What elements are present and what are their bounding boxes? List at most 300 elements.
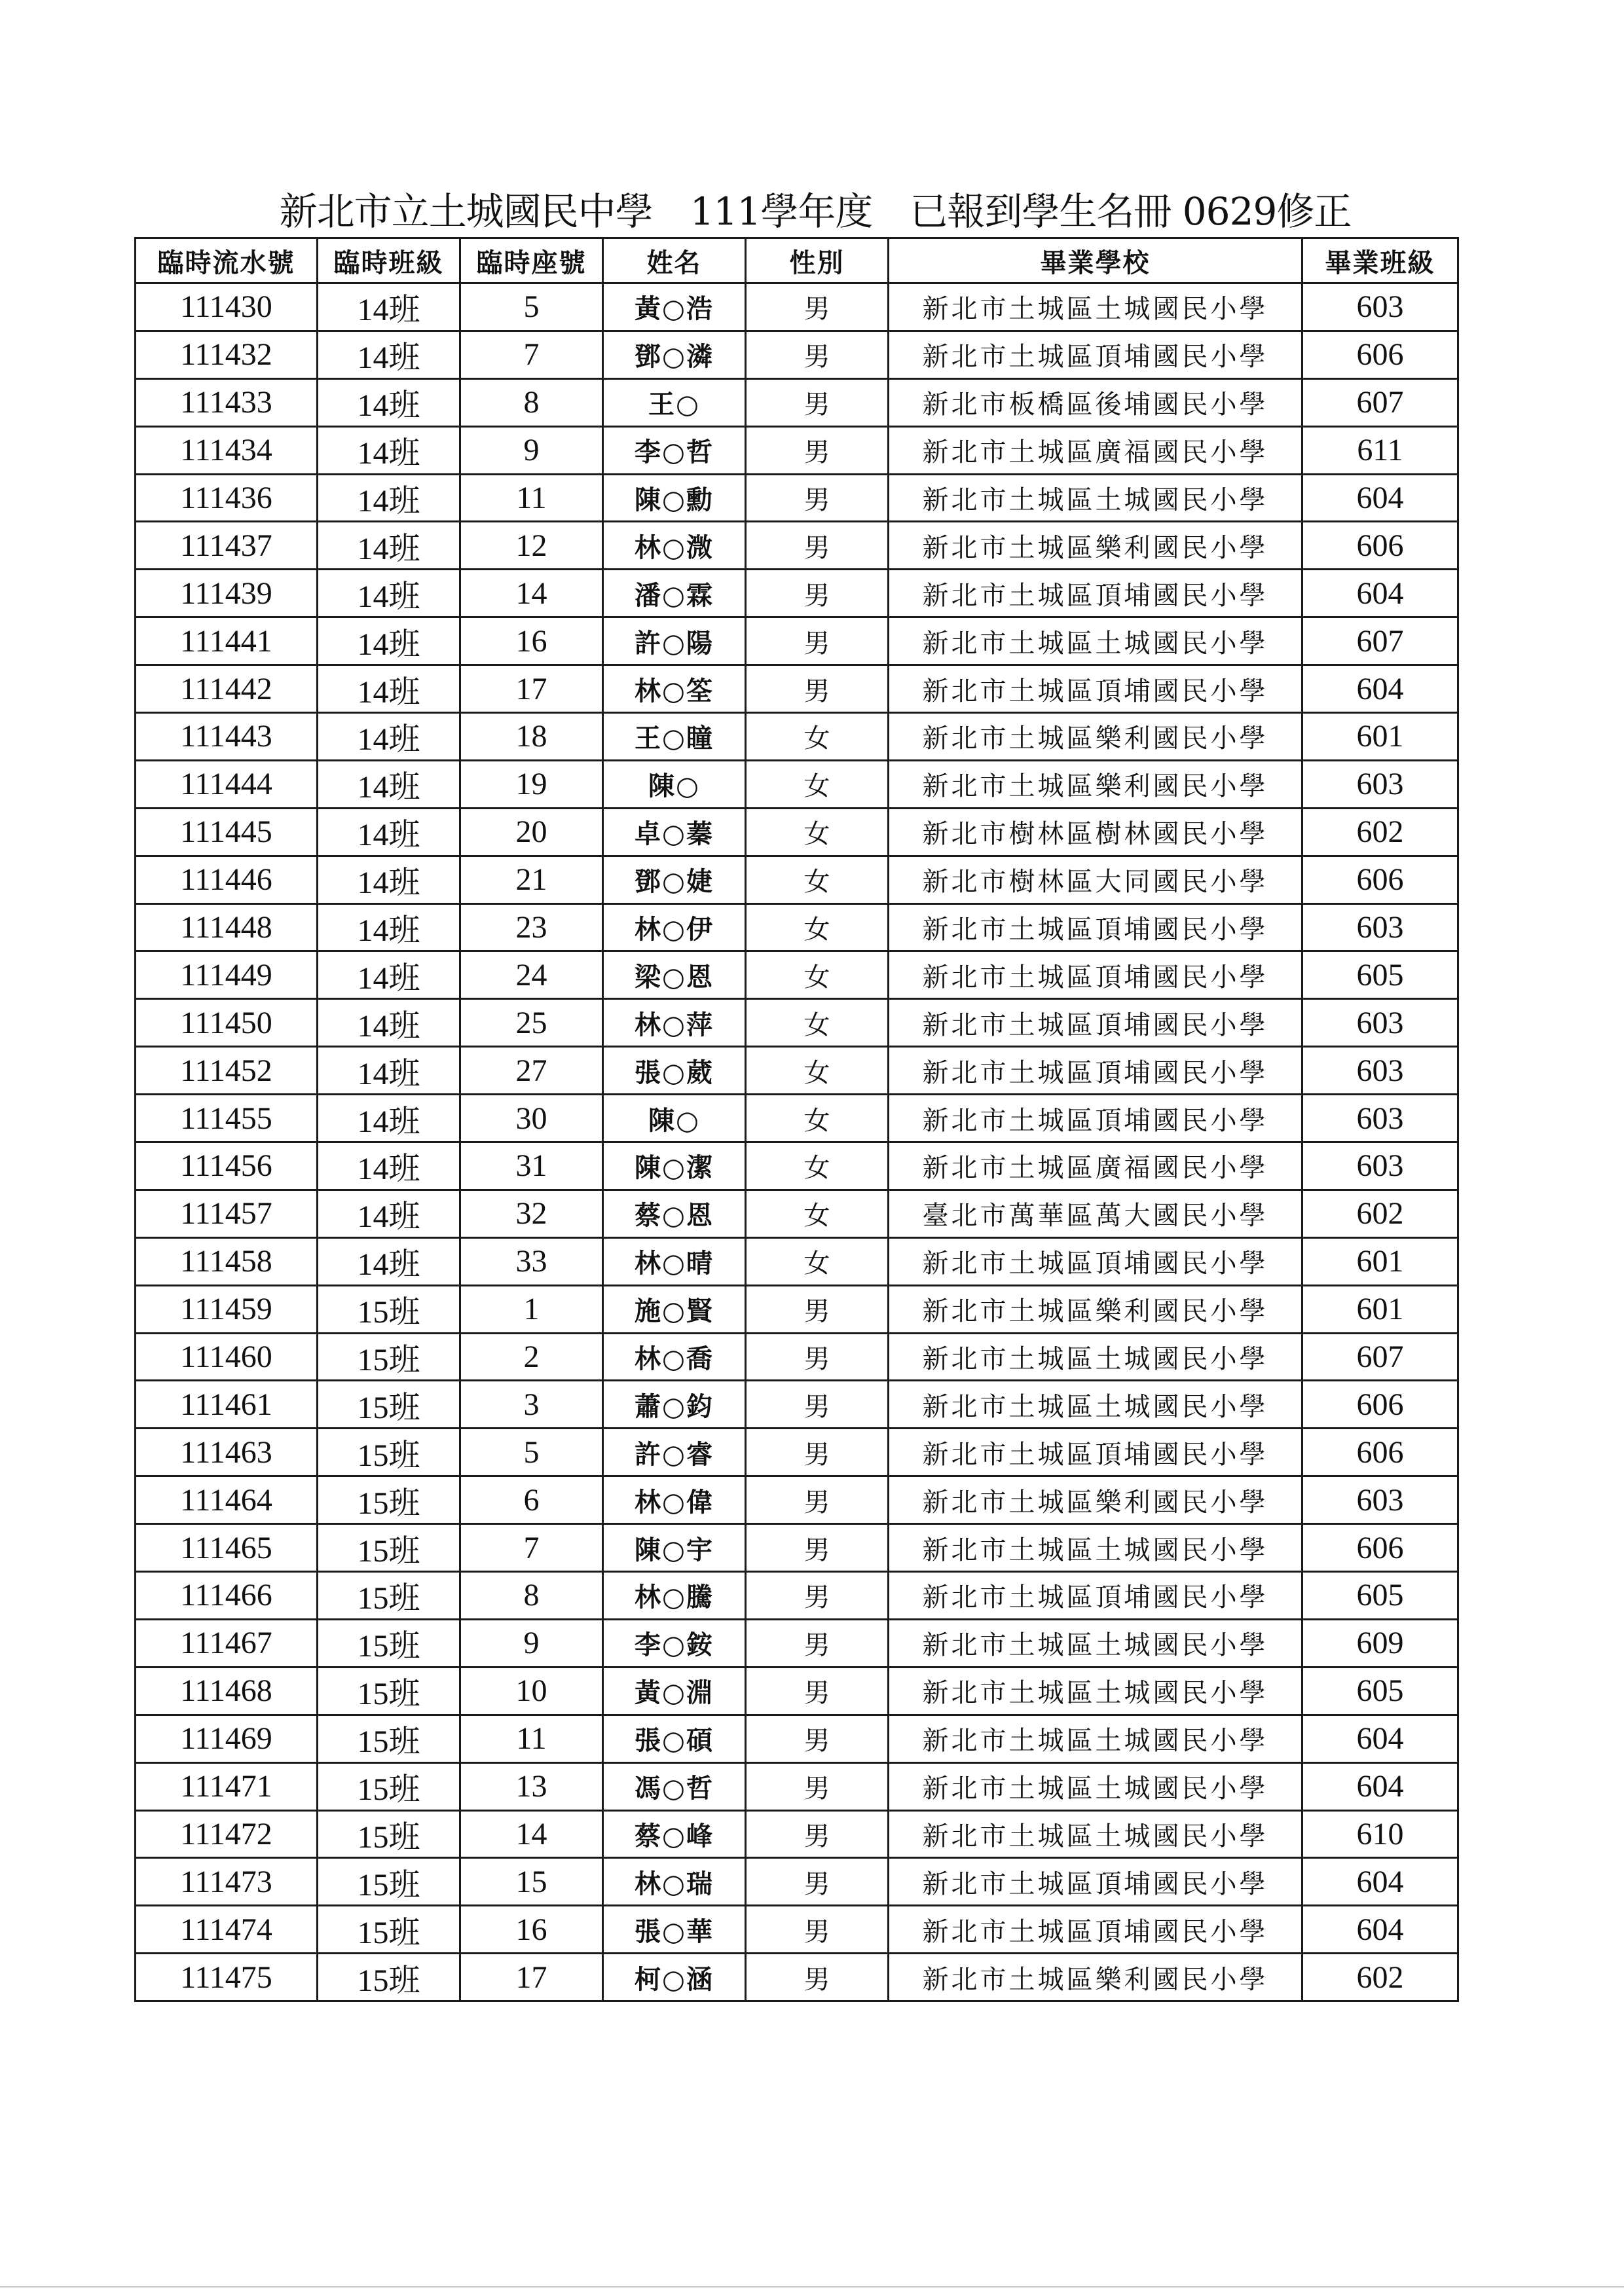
student-name-cell: 梁○恩 <box>603 951 746 999</box>
graduated-school-cell: 新北市板橋區後埔國民小學 <box>889 378 1302 426</box>
gender-cell: 男 <box>746 1715 889 1762</box>
table-row <box>136 665 1458 713</box>
table-row <box>136 856 1458 903</box>
gender-cell: 男 <box>746 1429 889 1476</box>
student-name-cell: 陳○勳 <box>603 474 746 522</box>
graduated-class-cell: 603 <box>1302 1142 1458 1190</box>
student-name-cell: 林○伊 <box>603 903 746 951</box>
graduated-class-cell: 603 <box>1302 999 1458 1047</box>
temp-seat-cell: 5 <box>460 1429 603 1476</box>
temp-class-cell: 14班 <box>318 1142 460 1190</box>
temp-class-cell: 15班 <box>318 1762 460 1810</box>
graduated-school-cell: 新北市樹林區大同國民小學 <box>889 856 1302 903</box>
graduated-school-cell: 新北市土城區土城國民小學 <box>889 1333 1302 1381</box>
student-name-cell: 馮○哲 <box>603 1762 746 1810</box>
table-row <box>136 1762 1458 1810</box>
table-row <box>136 426 1458 474</box>
graduated-class-cell: 606 <box>1302 1429 1458 1476</box>
student-name-cell: 李○哲 <box>603 426 746 474</box>
student-name-cell: 許○陽 <box>603 617 746 665</box>
temp-seat-cell: 5 <box>460 283 603 331</box>
temp-seat-cell: 24 <box>460 951 603 999</box>
gender-cell: 女 <box>746 808 889 856</box>
temp-serial-cell: 111430 <box>136 283 318 331</box>
temp-serial-cell: 111471 <box>136 1762 318 1810</box>
student-name-cell: 王○ <box>603 378 746 426</box>
temp-class-cell: 14班 <box>318 713 460 761</box>
document-title: 新北市立土城國民中學 111學年度 已報到學生名冊 0629修正 <box>279 189 1352 234</box>
table-row <box>136 999 1458 1047</box>
graduated-school-cell: 新北市土城區樂利國民小學 <box>889 1476 1302 1524</box>
graduated-school-cell: 新北市土城區土城國民小學 <box>889 1762 1302 1810</box>
temp-serial-cell: 111446 <box>136 856 318 903</box>
temp-seat-cell: 13 <box>460 1762 603 1810</box>
graduated-class-cell: 602 <box>1302 1954 1458 2001</box>
graduated-class-cell: 607 <box>1302 617 1458 665</box>
temp-seat-cell: 1 <box>460 1285 603 1333</box>
temp-seat-cell: 17 <box>460 665 603 713</box>
temp-class-cell: 14班 <box>318 617 460 665</box>
header-gender: 性別 <box>746 238 889 283</box>
header-graduated-class: 畢業班級 <box>1302 238 1458 283</box>
graduated-school-cell: 新北市土城區樂利國民小學 <box>889 522 1302 570</box>
table-row <box>136 378 1458 426</box>
header-graduated-school: 畢業學校 <box>889 238 1302 283</box>
graduated-class-cell: 603 <box>1302 1095 1458 1142</box>
temp-serial-cell: 111434 <box>136 426 318 474</box>
temp-class-cell: 15班 <box>318 1572 460 1620</box>
student-name-cell: 許○睿 <box>603 1429 746 1476</box>
temp-class-cell: 15班 <box>318 1429 460 1476</box>
temp-seat-cell: 10 <box>460 1667 603 1715</box>
gender-cell: 男 <box>746 426 889 474</box>
temp-seat-cell: 3 <box>460 1381 603 1429</box>
student-name-cell: 林○溦 <box>603 522 746 570</box>
temp-class-cell: 15班 <box>318 1667 460 1715</box>
temp-class-cell: 14班 <box>318 808 460 856</box>
temp-seat-cell: 17 <box>460 1954 603 2001</box>
temp-seat-cell: 27 <box>460 1047 603 1095</box>
graduated-school-cell: 新北市土城區頂埔國民小學 <box>889 1906 1302 1954</box>
table-row <box>136 1142 1458 1190</box>
temp-serial-cell: 111472 <box>136 1810 318 1858</box>
table-row <box>136 1667 1458 1715</box>
graduated-school-cell: 新北市土城區頂埔國民小學 <box>889 665 1302 713</box>
student-name-cell: 蔡○峰 <box>603 1810 746 1858</box>
gender-cell: 男 <box>746 665 889 713</box>
graduated-school-cell: 新北市土城區頂埔國民小學 <box>889 903 1302 951</box>
gender-cell: 男 <box>746 1381 889 1429</box>
gender-cell: 男 <box>746 1524 889 1572</box>
gender-cell: 男 <box>746 1954 889 2001</box>
temp-class-cell: 14班 <box>318 951 460 999</box>
student-name-cell: 蔡○恩 <box>603 1190 746 1237</box>
gender-cell: 男 <box>746 474 889 522</box>
table-row <box>136 1095 1458 1142</box>
graduated-class-cell: 607 <box>1302 378 1458 426</box>
temp-serial-cell: 111450 <box>136 999 318 1047</box>
graduated-class-cell: 605 <box>1302 1572 1458 1620</box>
gender-cell: 女 <box>746 760 889 808</box>
temp-seat-cell: 14 <box>460 570 603 617</box>
table-row <box>136 522 1458 570</box>
student-name-cell: 陳○ <box>603 760 746 808</box>
graduated-school-cell: 新北市土城區土城國民小學 <box>889 1715 1302 1762</box>
graduated-school-cell: 臺北市萬華區萬大國民小學 <box>889 1190 1302 1237</box>
student-name-cell: 李○銨 <box>603 1619 746 1667</box>
temp-serial-cell: 111459 <box>136 1285 318 1333</box>
temp-class-cell: 14班 <box>318 665 460 713</box>
student-name-cell: 潘○霖 <box>603 570 746 617</box>
gender-cell: 男 <box>746 378 889 426</box>
gender-cell: 女 <box>746 713 889 761</box>
temp-class-cell: 15班 <box>318 1954 460 2001</box>
graduated-class-cell: 604 <box>1302 474 1458 522</box>
gender-cell: 女 <box>746 951 889 999</box>
temp-seat-cell: 8 <box>460 1572 603 1620</box>
table-row <box>136 1047 1458 1095</box>
graduated-class-cell: 603 <box>1302 903 1458 951</box>
graduated-school-cell: 新北市土城區土城國民小學 <box>889 1524 1302 1572</box>
table-row <box>136 474 1458 522</box>
graduated-class-cell: 607 <box>1302 1333 1458 1381</box>
graduated-class-cell: 606 <box>1302 856 1458 903</box>
graduated-class-cell: 603 <box>1302 1047 1458 1095</box>
table-row <box>136 951 1458 999</box>
temp-class-cell: 15班 <box>318 1381 460 1429</box>
graduated-class-cell: 606 <box>1302 331 1458 378</box>
temp-class-cell: 15班 <box>318 1715 460 1762</box>
temp-class-cell: 15班 <box>318 1906 460 1954</box>
graduated-school-cell: 新北市土城區頂埔國民小學 <box>889 1858 1302 1906</box>
temp-serial-cell: 111468 <box>136 1667 318 1715</box>
table-body <box>136 283 1458 2001</box>
temp-class-cell: 15班 <box>318 1285 460 1333</box>
temp-class-cell: 14班 <box>318 1237 460 1285</box>
graduated-class-cell: 604 <box>1302 1762 1458 1810</box>
table-row <box>136 1285 1458 1333</box>
temp-serial-cell: 111463 <box>136 1429 318 1476</box>
gender-cell: 男 <box>746 1858 889 1906</box>
student-name-cell: 黃○浩 <box>603 283 746 331</box>
graduated-class-cell: 606 <box>1302 1524 1458 1572</box>
graduated-class-cell: 604 <box>1302 1906 1458 1954</box>
graduated-school-cell: 新北市土城區廣福國民小學 <box>889 426 1302 474</box>
gender-cell: 男 <box>746 1285 889 1333</box>
graduated-school-cell: 新北市土城區頂埔國民小學 <box>889 331 1302 378</box>
temp-serial-cell: 111452 <box>136 1047 318 1095</box>
graduated-class-cell: 611 <box>1302 426 1458 474</box>
graduated-school-cell: 新北市土城區頂埔國民小學 <box>889 1429 1302 1476</box>
graduated-school-cell: 新北市樹林區樹林國民小學 <box>889 808 1302 856</box>
table-row <box>136 1572 1458 1620</box>
table-row <box>136 1954 1458 2001</box>
gender-cell: 女 <box>746 1047 889 1095</box>
temp-seat-cell: 31 <box>460 1142 603 1190</box>
temp-seat-cell: 20 <box>460 808 603 856</box>
temp-class-cell: 15班 <box>318 1858 460 1906</box>
temp-serial-cell: 111466 <box>136 1572 318 1620</box>
temp-serial-cell: 111439 <box>136 570 318 617</box>
graduated-class-cell: 603 <box>1302 283 1458 331</box>
graduated-class-cell: 602 <box>1302 1190 1458 1237</box>
graduated-school-cell: 新北市土城區頂埔國民小學 <box>889 1047 1302 1095</box>
temp-seat-cell: 9 <box>460 426 603 474</box>
graduated-school-cell: 新北市土城區土城國民小學 <box>889 617 1302 665</box>
table-row <box>136 1190 1458 1237</box>
gender-cell: 女 <box>746 903 889 951</box>
header-temp-class: 臨時班級 <box>318 238 460 283</box>
temp-seat-cell: 9 <box>460 1619 603 1667</box>
student-name-cell: 陳○宇 <box>603 1524 746 1572</box>
temp-seat-cell: 6 <box>460 1476 603 1524</box>
graduated-class-cell: 602 <box>1302 808 1458 856</box>
header-name: 姓名 <box>603 238 746 283</box>
student-name-cell: 林○晴 <box>603 1237 746 1285</box>
temp-serial-cell: 111433 <box>136 378 318 426</box>
temp-serial-cell: 111464 <box>136 1476 318 1524</box>
table-row <box>136 1619 1458 1667</box>
temp-class-cell: 14班 <box>318 283 460 331</box>
graduated-class-cell: 604 <box>1302 1715 1458 1762</box>
table-row <box>136 1524 1458 1572</box>
graduated-school-cell: 新北市土城區樂利國民小學 <box>889 1285 1302 1333</box>
temp-seat-cell: 16 <box>460 1906 603 1954</box>
header-temp-serial: 臨時流水號 <box>136 238 318 283</box>
temp-class-cell: 15班 <box>318 1619 460 1667</box>
graduated-school-cell: 新北市土城區土城國民小學 <box>889 1619 1302 1667</box>
temp-serial-cell: 111445 <box>136 808 318 856</box>
temp-class-cell: 15班 <box>318 1476 460 1524</box>
student-name-cell: 蕭○鈞 <box>603 1381 746 1429</box>
page-bottom-rule <box>0 2286 1624 2287</box>
temp-seat-cell: 7 <box>460 1524 603 1572</box>
graduated-class-cell: 605 <box>1302 1667 1458 1715</box>
temp-class-cell: 15班 <box>318 1524 460 1572</box>
temp-serial-cell: 111432 <box>136 331 318 378</box>
graduated-class-cell: 604 <box>1302 665 1458 713</box>
temp-seat-cell: 23 <box>460 903 603 951</box>
table-row <box>136 1810 1458 1858</box>
temp-serial-cell: 111455 <box>136 1095 318 1142</box>
temp-class-cell: 14班 <box>318 999 460 1047</box>
gender-cell: 女 <box>746 1095 889 1142</box>
temp-serial-cell: 111448 <box>136 903 318 951</box>
table-row <box>136 713 1458 761</box>
gender-cell: 女 <box>746 999 889 1047</box>
temp-serial-cell: 111473 <box>136 1858 318 1906</box>
temp-serial-cell: 111469 <box>136 1715 318 1762</box>
graduated-school-cell: 新北市土城區頂埔國民小學 <box>889 570 1302 617</box>
temp-serial-cell: 111441 <box>136 617 318 665</box>
gender-cell: 女 <box>746 1142 889 1190</box>
graduated-school-cell: 新北市土城區頂埔國民小學 <box>889 1572 1302 1620</box>
temp-class-cell: 15班 <box>318 1333 460 1381</box>
graduated-school-cell: 新北市土城區頂埔國民小學 <box>889 999 1302 1047</box>
gender-cell: 男 <box>746 1619 889 1667</box>
temp-class-cell: 14班 <box>318 570 460 617</box>
graduated-school-cell: 新北市土城區土城國民小學 <box>889 1381 1302 1429</box>
table-row <box>136 1381 1458 1429</box>
student-name-cell: 林○萍 <box>603 999 746 1047</box>
temp-serial-cell: 111461 <box>136 1381 318 1429</box>
temp-seat-cell: 12 <box>460 522 603 570</box>
student-name-cell: 卓○蓁 <box>603 808 746 856</box>
student-name-cell: 林○瑞 <box>603 1858 746 1906</box>
graduated-class-cell: 604 <box>1302 570 1458 617</box>
temp-seat-cell: 14 <box>460 1810 603 1858</box>
table-row <box>136 760 1458 808</box>
table-row <box>136 1476 1458 1524</box>
graduated-school-cell: 新北市土城區土城國民小學 <box>889 1810 1302 1858</box>
student-name-cell: 張○葳 <box>603 1047 746 1095</box>
student-name-cell: 鄧○潾 <box>603 331 746 378</box>
gender-cell: 女 <box>746 1237 889 1285</box>
table-row <box>136 1715 1458 1762</box>
gender-cell: 男 <box>746 331 889 378</box>
temp-seat-cell: 21 <box>460 856 603 903</box>
student-name-cell: 施○賢 <box>603 1285 746 1333</box>
temp-serial-cell: 111449 <box>136 951 318 999</box>
gender-cell: 男 <box>746 617 889 665</box>
graduated-class-cell: 604 <box>1302 1858 1458 1906</box>
graduated-school-cell: 新北市土城區樂利國民小學 <box>889 760 1302 808</box>
header-temp-seat: 臨時座號 <box>460 238 603 283</box>
temp-seat-cell: 32 <box>460 1190 603 1237</box>
graduated-class-cell: 603 <box>1302 1476 1458 1524</box>
gender-cell: 男 <box>746 1906 889 1954</box>
gender-cell: 男 <box>746 1667 889 1715</box>
temp-seat-cell: 18 <box>460 713 603 761</box>
graduated-class-cell: 605 <box>1302 951 1458 999</box>
temp-seat-cell: 30 <box>460 1095 603 1142</box>
temp-seat-cell: 25 <box>460 999 603 1047</box>
temp-seat-cell: 7 <box>460 331 603 378</box>
temp-serial-cell: 111457 <box>136 1190 318 1237</box>
temp-serial-cell: 111467 <box>136 1619 318 1667</box>
table-row <box>136 1906 1458 1954</box>
temp-class-cell: 14班 <box>318 1047 460 1095</box>
table-row <box>136 331 1458 378</box>
temp-class-cell: 14班 <box>318 331 460 378</box>
gender-cell: 男 <box>746 522 889 570</box>
graduated-class-cell: 603 <box>1302 760 1458 808</box>
graduated-school-cell: 新北市土城區頂埔國民小學 <box>889 1095 1302 1142</box>
gender-cell: 男 <box>746 570 889 617</box>
temp-class-cell: 14班 <box>318 1095 460 1142</box>
temp-serial-cell: 111458 <box>136 1237 318 1285</box>
gender-cell: 男 <box>746 1810 889 1858</box>
table-row <box>136 570 1458 617</box>
graduated-school-cell: 新北市土城區廣福國民小學 <box>889 1142 1302 1190</box>
graduated-school-cell: 新北市土城區土城國民小學 <box>889 283 1302 331</box>
temp-seat-cell: 2 <box>460 1333 603 1381</box>
table-row <box>136 617 1458 665</box>
graduated-class-cell: 610 <box>1302 1810 1458 1858</box>
temp-serial-cell: 111456 <box>136 1142 318 1190</box>
graduated-class-cell: 601 <box>1302 713 1458 761</box>
temp-serial-cell: 111460 <box>136 1333 318 1381</box>
student-name-cell: 林○喬 <box>603 1333 746 1381</box>
gender-cell: 男 <box>746 1333 889 1381</box>
temp-class-cell: 14班 <box>318 760 460 808</box>
student-name-cell: 張○碩 <box>603 1715 746 1762</box>
graduated-school-cell: 新北市土城區土城國民小學 <box>889 474 1302 522</box>
student-name-cell: 黃○淵 <box>603 1667 746 1715</box>
temp-seat-cell: 11 <box>460 1715 603 1762</box>
graduated-school-cell: 新北市土城區樂利國民小學 <box>889 713 1302 761</box>
temp-seat-cell: 33 <box>460 1237 603 1285</box>
graduated-class-cell: 609 <box>1302 1619 1458 1667</box>
gender-cell: 男 <box>746 1572 889 1620</box>
student-name-cell: 王○瞳 <box>603 713 746 761</box>
temp-class-cell: 14班 <box>318 522 460 570</box>
gender-cell: 男 <box>746 283 889 331</box>
graduated-school-cell: 新北市土城區頂埔國民小學 <box>889 1237 1302 1285</box>
temp-seat-cell: 15 <box>460 1858 603 1906</box>
table-row <box>136 808 1458 856</box>
temp-serial-cell: 111443 <box>136 713 318 761</box>
temp-seat-cell: 8 <box>460 378 603 426</box>
table-header-row <box>136 238 1458 283</box>
temp-class-cell: 14班 <box>318 378 460 426</box>
graduated-school-cell: 新北市土城區頂埔國民小學 <box>889 951 1302 999</box>
gender-cell: 女 <box>746 1190 889 1237</box>
student-name-cell: 張○華 <box>603 1906 746 1954</box>
graduated-class-cell: 601 <box>1302 1285 1458 1333</box>
graduated-class-cell: 606 <box>1302 522 1458 570</box>
gender-cell: 男 <box>746 1762 889 1810</box>
temp-serial-cell: 111437 <box>136 522 318 570</box>
graduated-school-cell: 新北市土城區土城國民小學 <box>889 1667 1302 1715</box>
table-row <box>136 283 1458 331</box>
graduated-class-cell: 606 <box>1302 1381 1458 1429</box>
temp-class-cell: 14班 <box>318 474 460 522</box>
temp-seat-cell: 11 <box>460 474 603 522</box>
temp-class-cell: 14班 <box>318 426 460 474</box>
temp-serial-cell: 111475 <box>136 1954 318 2001</box>
graduated-school-cell: 新北市土城區樂利國民小學 <box>889 1954 1302 2001</box>
table-row <box>136 903 1458 951</box>
gender-cell: 男 <box>746 1476 889 1524</box>
student-name-cell: 陳○潔 <box>603 1142 746 1190</box>
student-name-cell: 林○筌 <box>603 665 746 713</box>
temp-serial-cell: 111444 <box>136 760 318 808</box>
student-roster-table <box>134 237 1459 2002</box>
temp-serial-cell: 111465 <box>136 1524 318 1572</box>
student-name-cell: 柯○涵 <box>603 1954 746 2001</box>
temp-seat-cell: 19 <box>460 760 603 808</box>
temp-class-cell: 14班 <box>318 903 460 951</box>
student-name-cell: 鄧○婕 <box>603 856 746 903</box>
table-row <box>136 1429 1458 1476</box>
gender-cell: 女 <box>746 856 889 903</box>
temp-seat-cell: 16 <box>460 617 603 665</box>
temp-serial-cell: 111436 <box>136 474 318 522</box>
table-row <box>136 1858 1458 1906</box>
temp-serial-cell: 111474 <box>136 1906 318 1954</box>
student-name-cell: 林○騰 <box>603 1572 746 1620</box>
graduated-class-cell: 601 <box>1302 1237 1458 1285</box>
student-name-cell: 陳○ <box>603 1095 746 1142</box>
table-row <box>136 1237 1458 1285</box>
temp-serial-cell: 111442 <box>136 665 318 713</box>
table-row <box>136 1333 1458 1381</box>
temp-class-cell: 14班 <box>318 856 460 903</box>
temp-class-cell: 14班 <box>318 1190 460 1237</box>
student-name-cell: 林○偉 <box>603 1476 746 1524</box>
temp-class-cell: 15班 <box>318 1810 460 1858</box>
